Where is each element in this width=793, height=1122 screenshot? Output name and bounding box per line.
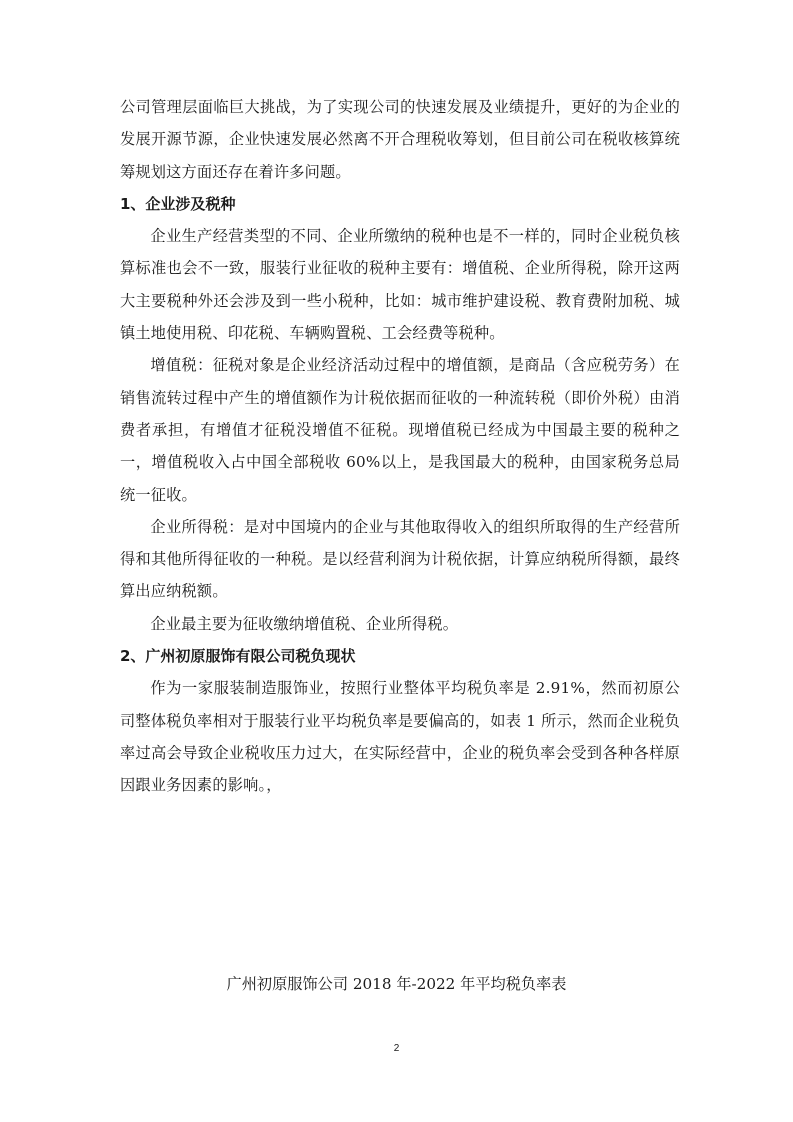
paragraph-tax-burden-status: 作为一家服装制造服饰业，按照行业整体平均税负率是 2.91%，然而初原公司整体税负率相对于服装行业平均税负率是要偏高的，如表 1 所示，然而企业税负率过高会导致企业税收压力过大，在实际经营中，企业的税负率会受到各种各样原因跟业务因素的影响。， bbox=[120, 679, 680, 795]
table-caption: 广州初原服饰公司 2018 年-2022 年平均税负率表 bbox=[226, 975, 567, 993]
section-heading-tax-burden-status: 2、广州初原服饰有限公司税负现状 bbox=[120, 647, 356, 666]
paragraph-vat: 增值税：征税对象是企业经济活动过程中的增值额，是商品（含应税劳务）在销售流转过程中产生的增值额作为计税依据而征收的一种流转税（即价外税）由消费者承担，有增值才征税没增值不征税。现增值税已经成为中国最主要的税种之一，增值税收入占中国全部税收 60%以上，是我国最大的税种，由国家税务总局统一征收。 bbox=[120, 356, 680, 504]
intro-paragraph: 公司管理层面临巨大挑战，为了实现公司的快速发展及业绩提升，更好的为企业的发展开源节源，企业快速发展必然离不开合理税收筹划，但目前公司在税收核算统筹规划这方面还存在着许多问题。 bbox=[120, 98, 680, 181]
paragraph-main-taxes: 企业最主要为征收缴纳增值税、企业所得税。 bbox=[150, 614, 459, 633]
page-number: 2 bbox=[393, 1043, 400, 1054]
paragraph-tax-types-overview: 企业生产经营类型的不同、企业所缴纳的税种也是不一样的，同时企业税负核算标准也会不一致，服装行业征收的税种主要有：增值税、企业所得税，除开这两大主要税种外还会涉及到一些小税种，比如：城市维护建设税、教育费附加税、城镇土地使用税、印花税、车辆购置税、工会经费等税种。 bbox=[120, 227, 680, 343]
section-heading-tax-types: 1、企业涉及税种 bbox=[120, 194, 236, 213]
paragraph-corporate-income-tax: 企业所得税：是对中国境内的企业与其他取得收入的组织所取得的生产经营所得和其他所得征收的一种税。是以经营利润为计税依据，计算应纳税所得额，最终算出应纳税额。 bbox=[120, 517, 680, 601]
document-body bbox=[120, 91, 680, 802]
